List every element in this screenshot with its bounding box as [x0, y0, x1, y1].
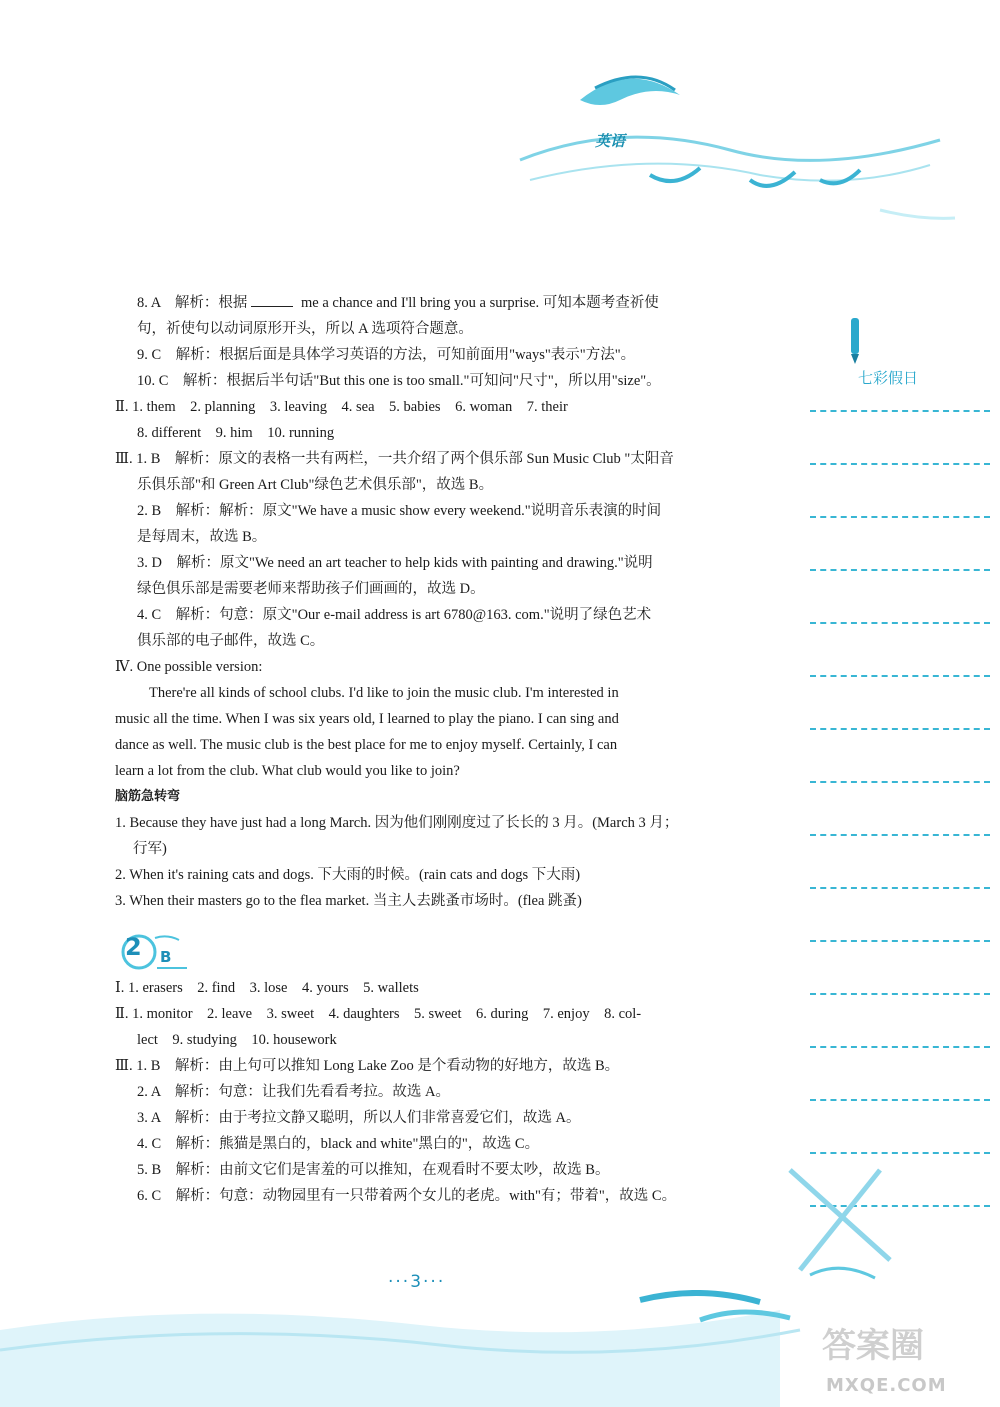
answer-line: Ⅲ. 1. B 解析：原文的表格一共有两栏，一共介绍了两个俱乐部 Sun Music Club "太阳音 — [115, 451, 674, 467]
section-letter: B — [160, 948, 172, 966]
guide-line — [810, 569, 990, 571]
answer-line: 2. When it's raining cats and dogs. 下大雨的时候。(rain cats and dogs 下大雨) — [115, 867, 581, 883]
answer-line: 3. A 解析：由于考拉文静又聪明，所以人们非常喜爱它们，故选 A。 — [137, 1110, 581, 1126]
sidebar-label: 七彩假日 — [858, 369, 919, 387]
answer-line: 句，祈使句以动词原形开头，所以 A 选项符合题意。 — [137, 321, 473, 337]
answer-line: music all the time. When I was six years old, I learned to play the piano. I can sing and — [115, 711, 619, 727]
answer-line: lect 9. studying 10. housework — [137, 1032, 337, 1048]
answer-line: me a chance and I'll bring you a surprise. 可知本题考查祈使 — [301, 295, 659, 311]
answer-line: 10. C 解析：根据后半句话"But this one is too small."可知问"尺寸"，所以用"size"。 — [137, 373, 661, 389]
guide-line — [810, 516, 990, 518]
answer-line: 行军) — [133, 841, 167, 857]
answer-line: 5. B 解析：由前文它们是害羞的可以推知，在观看时不要太吵，故选 B。 — [137, 1162, 610, 1178]
guide-line — [810, 622, 990, 624]
pencil-icon — [848, 318, 862, 364]
guide-line — [810, 887, 990, 889]
answer-line: 6. C 解析：句意：动物园里有一只带着两个女儿的老虎。with"有；带着"，故选 C。 — [137, 1188, 677, 1204]
answer-line: 1. Because they have just had a long March. 因为他们刚刚度过了长长的 3 月。(March 3 月； — [115, 815, 679, 831]
answer-line: 3. When their masters go to the flea market. 当主人去跳蚤市场时。(flea 跳蚤) — [115, 893, 582, 909]
answer-line: 是每周末，故选 B。 — [137, 529, 267, 545]
guide-line — [810, 1099, 990, 1101]
answer-line: Ⅱ. 1. them 2. planning 3. leaving 4. sea 5. babies 6. woman 7. their — [115, 399, 568, 415]
guide-line — [810, 463, 990, 465]
answer-line: 8. different 9. him 10. running — [137, 425, 335, 441]
answer-line: 2. B 解析：解析：原文"We have a music show every weekend."说明音乐表演的时间 — [137, 503, 662, 519]
guide-line — [810, 781, 990, 783]
answer-line: 9. C 解析：根据后面是具体学习英语的方法，可知前面用"ways"表示"方法"。 — [137, 347, 636, 363]
page-number: ···3··· — [388, 1272, 446, 1292]
answer-line: There're all kinds of school clubs. I'd like to join the music club. I'm interested in — [149, 685, 619, 701]
answer-line: Ⅲ. 1. B 解析：由上句可以推知 Long Lake Zoo 是个看动物的好地方，故选 B。 — [115, 1058, 620, 1074]
answer-line: Ⅳ. One possible version: — [115, 659, 263, 675]
answer-line: dance as well. The music club is the best place for me to enjoy myself. Certainly, I can — [115, 737, 618, 753]
answer-line: learn a lot from the club. What club would you like to join? — [115, 763, 460, 779]
section-heading: 脑筋急转弯 — [115, 789, 181, 804]
answer-line: 4. C 解析：句意：原文"Our e-mail address is art 6780@163. com."说明了绿色艺术 — [137, 607, 652, 623]
answer-line: 俱乐部的电子邮件，故选 C。 — [137, 633, 325, 649]
guide-line — [810, 675, 990, 677]
answer-line: 4. C 解析：熊猫是黑白的，black and white"黑白的"，故选 C。 — [137, 1136, 540, 1152]
fill-blank — [251, 306, 293, 307]
answer-line: Ⅰ. 1. erasers 2. find 3. lose 4. yours 5. wallets — [115, 980, 419, 996]
answer-line: 乐俱乐部"和 Green Art Club"绿色艺术俱乐部"，故选 B。 — [137, 477, 494, 493]
guide-line — [810, 1046, 990, 1048]
header-decoration — [500, 40, 960, 240]
guide-line — [810, 834, 990, 836]
answer-line: Ⅱ. 1. monitor 2. leave 3. sweet 4. daughters 5. sweet 6. during 7. enjoy 8. col- — [115, 1006, 642, 1022]
guide-line — [810, 728, 990, 730]
watermark-logo: 答案圈 — [822, 1326, 924, 1366]
corner-decoration — [780, 1160, 900, 1290]
guide-line — [810, 993, 990, 995]
section-number: 2 — [125, 933, 142, 961]
answer-line: 绿色俱乐部是需要老师来帮助孩子们画画的，故选 D。 — [137, 581, 485, 597]
subject-brand: 英语 — [594, 132, 625, 150]
guide-line — [810, 940, 990, 942]
answer-line: 8. A 解析：根据 — [137, 295, 248, 311]
watermark-text: MXQE.COM — [826, 1375, 947, 1396]
guide-line — [810, 1152, 990, 1154]
guide-line — [810, 410, 990, 412]
answer-line: 2. A 解析：句意：让我们先看看考拉。故选 A。 — [137, 1084, 450, 1100]
answer-line: 3. D 解析：原文"We need an art teacher to help kids with painting and drawing."说明 — [137, 555, 653, 571]
